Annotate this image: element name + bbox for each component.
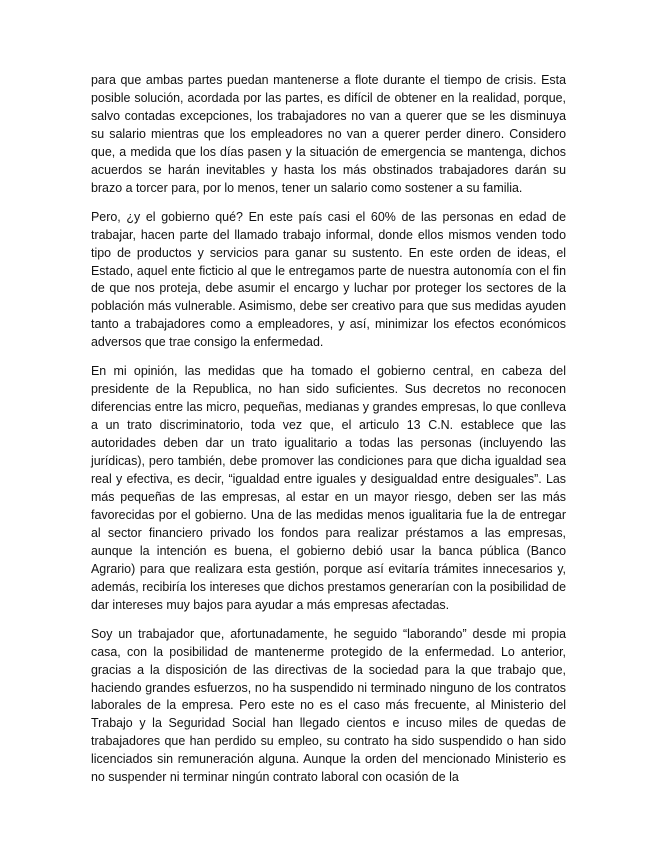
paragraph: En mi opinión, las medidas que ha tomado el gobierno central, en cabeza del presidente de la Republica, no han sido suficientes. Sus decretos no reconocen diferencias entre las micro, pequeñas, medianas y grandes empresas, lo que conlleva a un trato discriminatorio, toda vez que, el articulo 13 C.N. establece que las autoridades deben dar un trato igualitario a todas las personas (incluyendo las jurídicas), pero también, debe promover las condiciones para que dicha igualdad sea real y efectiva, es decir, “igualdad entre iguales y desigualdad entre desiguales”. Las más pequeñas de las empresas, al estar en un mayor riesgo, deben ser las más favorecidas por el gobierno. Una de las medidas menos igualitaria fue la de entregar al sector financiero privado los fondos para realizar préstamos a las empresas, aunque la intención es buena, el gobierno debió usar la banca pública (Banco Agrario) para que realizara esta gestión, porque así evitaría trámites innecesarios y, además, recibiría los intereses que dichos prestamos generarían con la posibilidad de dar intereses muy bajos para ayudar a más empresas afectadas. [91,364,566,612]
document-page [91,72,566,798]
paragraph: Soy un trabajador que, afortunadamente, he seguido “laborando” desde mi propia casa, con la posibilidad de mantenerme protegido de la enfermedad. Lo anterior, gracias a la disposición de las directivas de la sociedad para la que trabajo que, haciendo grandes esfuerzos, no ha suspendido ni terminado ninguno de los contratos laborales de la empresa. Pero este no es el caso más frecuente, al Ministerio del Trabajo y la Seguridad Social han llegado cientos e incuso miles de quedas de trabajadores que han perdido su empleo, su contrato ha sido suspendido o han sido licenciados sin remuneración alguna. Aunque la orden del mencionado Ministerio es no suspender ni terminar ningún contrato laboral con ocasión de la [91,626,566,785]
paragraph: para que ambas partes puedan mantenerse a flote durante el tiempo de crisis. Esta posible solución, acordada por las partes, es difícil de obtener en la realidad, porque, salvo contadas excepciones, los trabajadores no van a querer que se les disminuya su salario mientras que los empleadores no van a querer perder dinero. Considero que, a medida que los días pasen y la situación de emergencia se mantenga, dichos acuerdos se harán inevitables y hasta los más obstinados trabajadores darán su brazo a torcer para, por lo menos, tener un salario como sostener a su familia. [91,73,566,195]
paragraph: Pero, ¿y el gobierno qué? En este país casi el 60% de las personas en edad de trabajar, hacen parte del llamado trabajo informal, donde ellos mismos venden todo tipo de productos y servicios para ganar su sustento. En este orden de ideas, el Estado, aquel ente ficticio al que le entregamos parte de nuestra autonomía con el fin de que nos proteja, debe asumir el encargo y luchar por proteger los sectores de la población más vulnerable. Asimismo, debe ser creativo para que sus medidas ayuden tanto a trabajadores como a empleadores, y así, minimizar los efectos económicos adversos que trae consigo la enfermedad. [91,209,566,350]
